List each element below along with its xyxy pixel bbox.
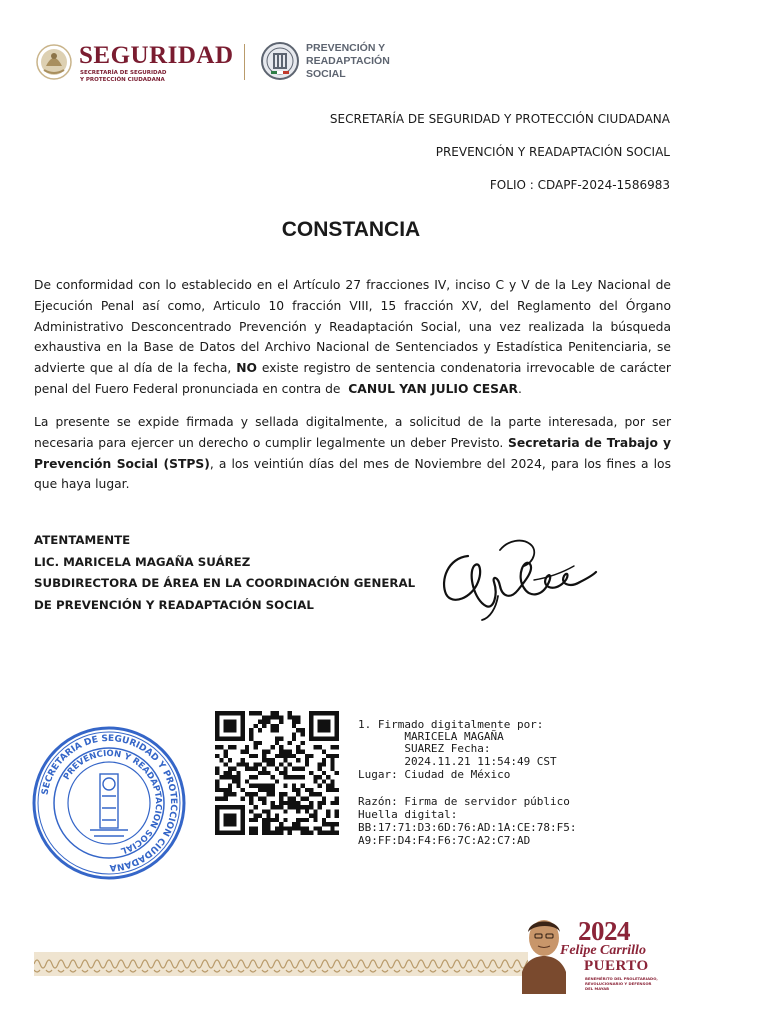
document-title: CONSTANCIA <box>281 218 421 241</box>
prs-logo-line-3: SOCIAL <box>306 68 346 80</box>
logo-divider <box>244 44 245 80</box>
official-seal-icon <box>30 722 188 884</box>
footer-caption-2: REVOLUCIONARIO Y DEFENSOR <box>585 981 652 986</box>
footer-caption-3: DEL MAYAB <box>585 986 610 991</box>
org-line-1: SECRETARÍA DE SEGURIDAD Y PROTECCIÓN CIUDADANA <box>329 112 670 126</box>
digital-signature-fingerprint-2: A9:FF:D4:F4:F6:7C:A2:C7:AD <box>358 834 531 847</box>
paragraph-1-text-2: existe registro de sentencia condenatoria irrevocable de carácter penal del Fuero Federal pronunciada en contra de <box>34 361 671 396</box>
seal-outer-text: SECRETARIA DE SEGURIDAD Y PROTECCION CIUDADANA <box>40 733 179 873</box>
signer-position-1: SUBDIRECTORA DE ÁREA EN LA COORDINACIÓN GENERAL <box>34 576 416 590</box>
prs-logo-line-1: PREVENCIÓN Y <box>306 42 386 54</box>
digital-signature-line-1: 1. Firmado digitalmente por: <box>358 718 544 731</box>
seguridad-logo <box>34 40 234 86</box>
digital-signature-line-4: 2024.11.21 11:54:49 CST <box>358 755 557 768</box>
signer-name: LIC. MARICELA MAGAÑA SUÁREZ <box>34 555 251 569</box>
qr-code-icon <box>215 708 339 838</box>
digital-signature-reason: Razón: Firma de servidor público <box>358 795 570 808</box>
paragraph-1-end: . <box>518 381 522 396</box>
national-emblem-icon <box>34 40 74 84</box>
seguridad-subtitle-1: SECRETARÍA DE SEGURIDAD <box>80 70 167 76</box>
digital-signature-fingerprint-label: Huella digital: <box>358 808 458 821</box>
prs-logo-line-2: READAPTACIÓN <box>306 55 390 67</box>
footer-year: 2024 <box>578 916 630 946</box>
paragraph-body-2 <box>34 412 671 495</box>
paragraph-2-org: Secretaria de Trabajo y Prevención Social (STPS) <box>34 435 671 471</box>
footer-name: Felipe Carrillo <box>560 943 646 958</box>
seguridad-wordmark: SEGURIDAD <box>79 42 234 69</box>
paragraph-body-1 <box>34 275 671 400</box>
seal-inner-text: PREVENCION Y READAPTACION SOCIAL <box>61 748 164 856</box>
org-line-2: PREVENCIÓN Y READAPTACIÓN SOCIAL <box>435 145 670 159</box>
seguridad-subtitle-2: Y PROTECCIÓN CIUDADANA <box>80 77 165 83</box>
digital-signature-fingerprint-1: BB:17:71:D3:6D:76:AD:1A:CE:78:F5: <box>358 821 577 834</box>
footer-caption-1: BENEMÉRITO DEL PROLETARIADO, <box>585 976 658 981</box>
digital-signature-line-2: MARICELA MAGAÑA <box>358 730 504 743</box>
paragraph-1-text: De conformidad con lo establecido en el Artículo 27 fracciones IV, inciso C y V de la Ley Nacional de Ejecución Penal así como, Articulo 10 fracción VIII, 15 fracción XV, del Reglamento del Órgano Administrativo Desconcentrado Prevención y Readaptación Social, una vez realizada la búsqueda exhaustiva en la Base de Datos del Archivo Nacional de Sentenciados y Estadística Penitenciaria, se advierte que al día de la fecha, <box>34 278 671 376</box>
closing-text: ATENTAMENTE <box>34 533 131 547</box>
signer-position-2: DE PREVENCIÓN Y READAPTACIÓN SOCIAL <box>34 598 314 612</box>
paragraph-1-no: NO <box>236 361 257 376</box>
person-name: CANUL YAN JULIO CESAR <box>348 381 519 396</box>
paragraph-2-text: La presente se expide firmada y sellada digitalmente, a solicitud de la parte interesada, por ser necesaria para ejercer un derecho o cumplir legalmente un deber Previsto. <box>34 415 671 450</box>
digital-signature-line-3: SUAREZ Fecha: <box>358 742 491 755</box>
footer-place: PUERTO <box>584 958 649 974</box>
paragraph-2-text-2: , a los veintiún días del mes de Noviembre del 2024, para los fines a los que haya lugar. <box>34 456 671 492</box>
folio-number: FOLIO : CDAPF-2024-1586983 <box>489 178 670 192</box>
digital-signature-place: Lugar: Ciudad de México <box>358 768 511 781</box>
decorative-ribbon <box>34 952 528 976</box>
prs-emblem-icon <box>260 40 300 82</box>
handwritten-signature-icon <box>438 536 598 622</box>
